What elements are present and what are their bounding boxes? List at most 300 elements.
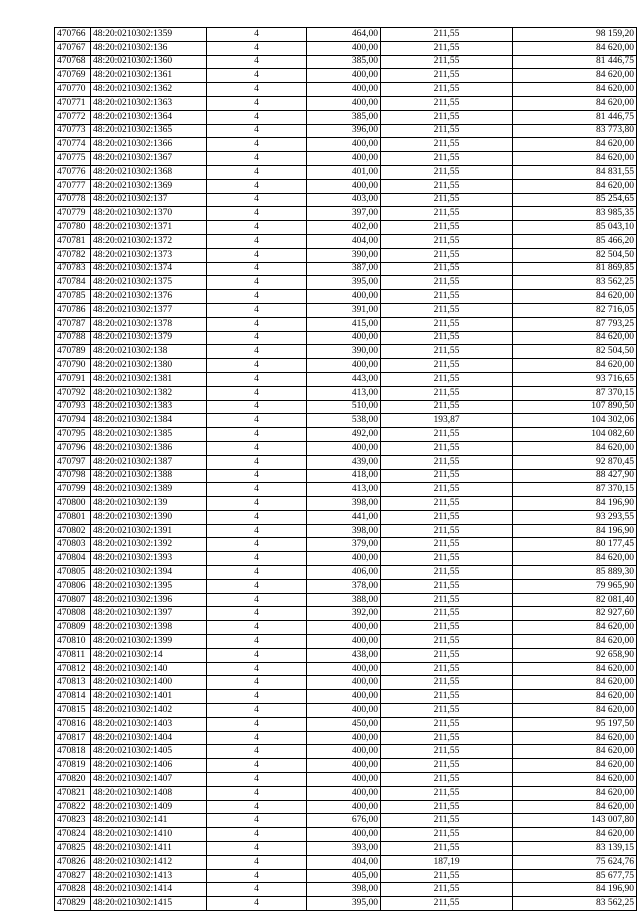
- row-number: 470804: [55, 552, 91, 566]
- table-row: [55, 345, 637, 359]
- specific-value: 211,55: [381, 800, 513, 814]
- area-value: 400,00: [307, 635, 381, 649]
- table-row: [55, 165, 637, 179]
- row-number: 470769: [55, 69, 91, 83]
- area-value: 400,00: [307, 621, 381, 635]
- row-number: 470805: [55, 566, 91, 580]
- row-number: 470789: [55, 345, 91, 359]
- row-number: 470780: [55, 221, 91, 235]
- cadastral-value: 84 620,00: [513, 552, 637, 566]
- cadastral-value: 83 562,25: [513, 897, 637, 911]
- table-row: [55, 814, 637, 828]
- cadastral-value: 84 620,00: [513, 138, 637, 152]
- cadastral-value: 84 620,00: [513, 290, 637, 304]
- specific-value: 211,55: [381, 759, 513, 773]
- row-number: 470823: [55, 814, 91, 828]
- area-value: 385,00: [307, 110, 381, 124]
- row-number: 470806: [55, 579, 91, 593]
- cadastral-number: 48:20:0210302:1399: [91, 635, 207, 649]
- specific-value: 211,55: [381, 455, 513, 469]
- group-code: 4: [207, 110, 307, 124]
- area-value: 400,00: [307, 786, 381, 800]
- cadastral-number: 48:20:0210302:1363: [91, 96, 207, 110]
- row-number: 470790: [55, 359, 91, 373]
- area-value: 398,00: [307, 883, 381, 897]
- specific-value: 211,55: [381, 883, 513, 897]
- cadastral-number: 48:20:0210302:1408: [91, 786, 207, 800]
- row-number: 470801: [55, 510, 91, 524]
- specific-value: 211,55: [381, 69, 513, 83]
- group-code: 4: [207, 759, 307, 773]
- specific-value: 211,55: [381, 317, 513, 331]
- area-value: 392,00: [307, 607, 381, 621]
- group-code: 4: [207, 69, 307, 83]
- table-row: [55, 455, 637, 469]
- table-row: [55, 524, 637, 538]
- row-number: 470797: [55, 455, 91, 469]
- cadastral-value: 104 082,60: [513, 428, 637, 442]
- cadastral-number: 48:20:0210302:1373: [91, 248, 207, 262]
- row-number: 470782: [55, 248, 91, 262]
- cadastral-number: 48:20:0210302:138: [91, 345, 207, 359]
- area-value: 379,00: [307, 538, 381, 552]
- specific-value: 211,55: [381, 207, 513, 221]
- cadastral-value: 84 620,00: [513, 704, 637, 718]
- area-value: 464,00: [307, 28, 381, 42]
- table-row: [55, 648, 637, 662]
- table-row: [55, 179, 637, 193]
- table-row: [55, 607, 637, 621]
- specific-value: 211,55: [381, 676, 513, 690]
- specific-value: 211,55: [381, 469, 513, 483]
- group-code: 4: [207, 566, 307, 580]
- specific-value: 211,55: [381, 731, 513, 745]
- cadastral-number: 48:20:0210302:1367: [91, 152, 207, 166]
- group-code: 4: [207, 814, 307, 828]
- group-code: 4: [207, 359, 307, 373]
- table-row: [55, 400, 637, 414]
- row-number: 470781: [55, 234, 91, 248]
- group-code: 4: [207, 800, 307, 814]
- area-value: 400,00: [307, 676, 381, 690]
- cadastral-value: 85 254,65: [513, 193, 637, 207]
- group-code: 4: [207, 883, 307, 897]
- group-code: 4: [207, 55, 307, 69]
- table-row: [55, 786, 637, 800]
- area-value: 400,00: [307, 41, 381, 55]
- area-value: 400,00: [307, 690, 381, 704]
- group-code: 4: [207, 483, 307, 497]
- cadastral-number: 48:20:0210302:1366: [91, 138, 207, 152]
- group-code: 4: [207, 428, 307, 442]
- cadastral-number: 48:20:0210302:1387: [91, 455, 207, 469]
- row-number: 470825: [55, 842, 91, 856]
- row-number: 470796: [55, 441, 91, 455]
- cadastral-value: 82 504,50: [513, 345, 637, 359]
- table-row: [55, 621, 637, 635]
- cadastral-value: 143 007,80: [513, 814, 637, 828]
- cadastral-value: 92 658,90: [513, 648, 637, 662]
- row-number: 470795: [55, 428, 91, 442]
- row-number: 470800: [55, 497, 91, 511]
- table-row: [55, 552, 637, 566]
- specific-value: 211,55: [381, 635, 513, 649]
- group-code: 4: [207, 510, 307, 524]
- cadastral-number: 48:20:0210302:136: [91, 41, 207, 55]
- specific-value: 211,55: [381, 842, 513, 856]
- group-code: 4: [207, 538, 307, 552]
- table-row: [55, 883, 637, 897]
- cadastral-value: 84 620,00: [513, 41, 637, 55]
- specific-value: 211,55: [381, 110, 513, 124]
- specific-value: 211,55: [381, 786, 513, 800]
- cadastral-number: 48:20:0210302:1411: [91, 842, 207, 856]
- cadastral-number: 48:20:0210302:1377: [91, 303, 207, 317]
- group-code: 4: [207, 786, 307, 800]
- area-value: 391,00: [307, 303, 381, 317]
- area-value: 400,00: [307, 69, 381, 83]
- area-value: 492,00: [307, 428, 381, 442]
- specific-value: 211,55: [381, 193, 513, 207]
- specific-value: 211,55: [381, 690, 513, 704]
- cadastral-value: 83 985,35: [513, 207, 637, 221]
- area-value: 415,00: [307, 317, 381, 331]
- cadastral-value: 84 620,00: [513, 69, 637, 83]
- group-code: 4: [207, 855, 307, 869]
- specific-value: 211,55: [381, 179, 513, 193]
- area-value: 403,00: [307, 193, 381, 207]
- cadastral-number: 48:20:0210302:1385: [91, 428, 207, 442]
- cadastral-number: 48:20:0210302:141: [91, 814, 207, 828]
- cadastral-value: 82 081,40: [513, 593, 637, 607]
- row-number: 470779: [55, 207, 91, 221]
- area-value: 400,00: [307, 800, 381, 814]
- cadastral-value: 80 177,45: [513, 538, 637, 552]
- area-value: 401,00: [307, 165, 381, 179]
- area-value: 387,00: [307, 262, 381, 276]
- cadastral-number: 48:20:0210302:14: [91, 648, 207, 662]
- specific-value: 211,55: [381, 234, 513, 248]
- specific-value: 211,55: [381, 221, 513, 235]
- cadastral-number: 48:20:0210302:1401: [91, 690, 207, 704]
- group-code: 4: [207, 179, 307, 193]
- cadastral-number: 48:20:0210302:1413: [91, 869, 207, 883]
- table-row: [55, 579, 637, 593]
- table-row: [55, 483, 637, 497]
- table-row: [55, 428, 637, 442]
- specific-value: 211,55: [381, 372, 513, 386]
- row-number: 470792: [55, 386, 91, 400]
- area-value: 378,00: [307, 579, 381, 593]
- cadastral-number: 48:20:0210302:1402: [91, 704, 207, 718]
- cadastral-value: 92 870,45: [513, 455, 637, 469]
- row-number: 470794: [55, 414, 91, 428]
- row-number: 470808: [55, 607, 91, 621]
- row-number: 470821: [55, 786, 91, 800]
- cadastral-value: 81 446,75: [513, 55, 637, 69]
- group-code: 4: [207, 579, 307, 593]
- specific-value: 211,55: [381, 579, 513, 593]
- cadastral-value: 82 504,50: [513, 248, 637, 262]
- group-code: 4: [207, 248, 307, 262]
- table-row: [55, 290, 637, 304]
- cadastral-number: 48:20:0210302:1369: [91, 179, 207, 193]
- group-code: 4: [207, 621, 307, 635]
- table-row: [55, 855, 637, 869]
- area-value: 400,00: [307, 828, 381, 842]
- cadastral-number: 48:20:0210302:1392: [91, 538, 207, 552]
- table-row: [55, 110, 637, 124]
- row-number: 470785: [55, 290, 91, 304]
- area-value: 395,00: [307, 276, 381, 290]
- specific-value: 211,55: [381, 745, 513, 759]
- table-row: [55, 759, 637, 773]
- table-row: [55, 372, 637, 386]
- table-row: [55, 635, 637, 649]
- cadastral-number: 48:20:0210302:1405: [91, 745, 207, 759]
- cadastral-number: 48:20:0210302:1396: [91, 593, 207, 607]
- group-code: 4: [207, 704, 307, 718]
- group-code: 4: [207, 124, 307, 138]
- specific-value: 211,55: [381, 428, 513, 442]
- area-value: 400,00: [307, 773, 381, 787]
- specific-value: 211,55: [381, 152, 513, 166]
- cadastral-number: 48:20:0210302:1410: [91, 828, 207, 842]
- cadastral-value: 93 716,65: [513, 372, 637, 386]
- area-value: 400,00: [307, 759, 381, 773]
- row-number: 470774: [55, 138, 91, 152]
- group-code: 4: [207, 497, 307, 511]
- specific-value: 211,55: [381, 41, 513, 55]
- cadastral-value: 83 562,25: [513, 276, 637, 290]
- specific-value: 211,55: [381, 524, 513, 538]
- table-row: [55, 248, 637, 262]
- cadastral-number: 48:20:0210302:1389: [91, 483, 207, 497]
- cadastral-number: 48:20:0210302:1374: [91, 262, 207, 276]
- area-value: 413,00: [307, 483, 381, 497]
- cadastral-number: 48:20:0210302:1384: [91, 414, 207, 428]
- cadastral-value: 83 139,15: [513, 842, 637, 856]
- cadastral-value: 88 427,90: [513, 469, 637, 483]
- cadastral-value: 85 889,30: [513, 566, 637, 580]
- cadastral-value: 84 196,90: [513, 883, 637, 897]
- row-number: 470819: [55, 759, 91, 773]
- group-code: 4: [207, 662, 307, 676]
- specific-value: 211,55: [381, 359, 513, 373]
- specific-value: 211,55: [381, 704, 513, 718]
- group-code: 4: [207, 731, 307, 745]
- table-row: [55, 331, 637, 345]
- area-value: 443,00: [307, 372, 381, 386]
- area-value: 450,00: [307, 717, 381, 731]
- cadastral-number: 48:20:0210302:1407: [91, 773, 207, 787]
- area-value: 397,00: [307, 207, 381, 221]
- cadastral-number: 48:20:0210302:1376: [91, 290, 207, 304]
- row-number: 470802: [55, 524, 91, 538]
- specific-value: 211,55: [381, 276, 513, 290]
- table-row: [55, 152, 637, 166]
- row-number: 470822: [55, 800, 91, 814]
- row-number: 470816: [55, 717, 91, 731]
- group-code: 4: [207, 441, 307, 455]
- group-code: 4: [207, 41, 307, 55]
- group-code: 4: [207, 524, 307, 538]
- row-number: 470824: [55, 828, 91, 842]
- group-code: 4: [207, 690, 307, 704]
- cadastral-number: 48:20:0210302:1398: [91, 621, 207, 635]
- cadastral-number: 48:20:0210302:1370: [91, 207, 207, 221]
- row-number: 470820: [55, 773, 91, 787]
- row-number: 470784: [55, 276, 91, 290]
- row-number: 470783: [55, 262, 91, 276]
- group-code: 4: [207, 828, 307, 842]
- cadastral-value: 107 890,50: [513, 400, 637, 414]
- row-number: 470766: [55, 28, 91, 42]
- group-code: 4: [207, 676, 307, 690]
- specific-value: 211,55: [381, 662, 513, 676]
- area-value: 390,00: [307, 345, 381, 359]
- cadastral-number: 48:20:0210302:1403: [91, 717, 207, 731]
- specific-value: 211,55: [381, 483, 513, 497]
- group-code: 4: [207, 842, 307, 856]
- specific-value: 193,87: [381, 414, 513, 428]
- row-number: 470770: [55, 83, 91, 97]
- cadastral-value: 104 302,06: [513, 414, 637, 428]
- cadastral-value: 84 620,00: [513, 828, 637, 842]
- row-number: 470798: [55, 469, 91, 483]
- row-number: 470787: [55, 317, 91, 331]
- specific-value: 211,55: [381, 262, 513, 276]
- area-value: 538,00: [307, 414, 381, 428]
- cadastral-value: 84 196,90: [513, 524, 637, 538]
- cadastral-number: 48:20:0210302:1397: [91, 607, 207, 621]
- area-value: 400,00: [307, 179, 381, 193]
- group-code: 4: [207, 648, 307, 662]
- cadastral-value: 84 620,00: [513, 745, 637, 759]
- group-code: 4: [207, 83, 307, 97]
- table-row: [55, 538, 637, 552]
- cadastral-value: 84 620,00: [513, 621, 637, 635]
- row-number: 470775: [55, 152, 91, 166]
- table-row: [55, 593, 637, 607]
- cadastral-value: 84 620,00: [513, 662, 637, 676]
- row-number: 470818: [55, 745, 91, 759]
- cadastral-value: 84 620,00: [513, 441, 637, 455]
- specific-value: 211,55: [381, 28, 513, 42]
- cadastral-number: 48:20:0210302:1378: [91, 317, 207, 331]
- cadastral-number: 48:20:0210302:1368: [91, 165, 207, 179]
- area-value: 400,00: [307, 290, 381, 304]
- cadastral-value: 84 620,00: [513, 152, 637, 166]
- table-row: [55, 41, 637, 55]
- cadastral-number: 48:20:0210302:1359: [91, 28, 207, 42]
- group-code: 4: [207, 138, 307, 152]
- group-code: 4: [207, 165, 307, 179]
- cadastral-value: 85 043,10: [513, 221, 637, 235]
- row-number: 470817: [55, 731, 91, 745]
- area-value: 393,00: [307, 842, 381, 856]
- table-row: [55, 83, 637, 97]
- table-row: [55, 276, 637, 290]
- area-value: 404,00: [307, 855, 381, 869]
- area-value: 400,00: [307, 662, 381, 676]
- cadastral-value: 84 620,00: [513, 359, 637, 373]
- cadastral-number: 48:20:0210302:1394: [91, 566, 207, 580]
- cadastral-value: 95 197,50: [513, 717, 637, 731]
- table-row: [55, 717, 637, 731]
- area-value: 400,00: [307, 138, 381, 152]
- cadastral-value: 84 620,00: [513, 96, 637, 110]
- specific-value: 211,55: [381, 124, 513, 138]
- row-number: 470771: [55, 96, 91, 110]
- specific-value: 211,55: [381, 96, 513, 110]
- area-value: 398,00: [307, 524, 381, 538]
- cadastral-number: 48:20:0210302:1379: [91, 331, 207, 345]
- row-number: 470813: [55, 676, 91, 690]
- row-number: 470788: [55, 331, 91, 345]
- cadastral-number: 48:20:0210302:1375: [91, 276, 207, 290]
- cadastral-value: 75 624,76: [513, 855, 637, 869]
- group-code: 4: [207, 469, 307, 483]
- area-value: 439,00: [307, 455, 381, 469]
- group-code: 4: [207, 635, 307, 649]
- cadastral-number: 48:20:0210302:1381: [91, 372, 207, 386]
- table-row: [55, 773, 637, 787]
- group-code: 4: [207, 221, 307, 235]
- cadastral-number: 48:20:0210302:140: [91, 662, 207, 676]
- cadastral-number: 48:20:0210302:1361: [91, 69, 207, 83]
- group-code: 4: [207, 152, 307, 166]
- area-value: 395,00: [307, 897, 381, 911]
- cadastral-number: 48:20:0210302:1371: [91, 221, 207, 235]
- cadastral-number: 48:20:0210302:1362: [91, 83, 207, 97]
- group-code: 4: [207, 331, 307, 345]
- table-row: [55, 138, 637, 152]
- cadastral-number: 48:20:0210302:139: [91, 497, 207, 511]
- group-code: 4: [207, 745, 307, 759]
- group-code: 4: [207, 345, 307, 359]
- cadastral-value: 84 620,00: [513, 773, 637, 787]
- cadastral-number: 48:20:0210302:1393: [91, 552, 207, 566]
- cadastral-value: 85 677,75: [513, 869, 637, 883]
- group-code: 4: [207, 207, 307, 221]
- table-row: [55, 193, 637, 207]
- specific-value: 211,55: [381, 345, 513, 359]
- cadastral-value: 81 446,75: [513, 110, 637, 124]
- group-code: 4: [207, 290, 307, 304]
- cadastral-number: 48:20:0210302:137: [91, 193, 207, 207]
- table-row: [55, 55, 637, 69]
- specific-value: 211,55: [381, 773, 513, 787]
- cadastral-value: 84 620,00: [513, 83, 637, 97]
- row-number: 470815: [55, 704, 91, 718]
- table-row: [55, 704, 637, 718]
- specific-value: 211,55: [381, 814, 513, 828]
- cadastral-value: 93 293,55: [513, 510, 637, 524]
- group-code: 4: [207, 262, 307, 276]
- group-code: 4: [207, 317, 307, 331]
- cadastral-value: 87 370,15: [513, 386, 637, 400]
- area-value: 385,00: [307, 55, 381, 69]
- cadastral-number: 48:20:0210302:1360: [91, 55, 207, 69]
- area-value: 400,00: [307, 441, 381, 455]
- area-value: 406,00: [307, 566, 381, 580]
- cadastral-number: 48:20:0210302:1415: [91, 897, 207, 911]
- cadastral-number: 48:20:0210302:1406: [91, 759, 207, 773]
- cadastral-number: 48:20:0210302:1404: [91, 731, 207, 745]
- table-row: [55, 414, 637, 428]
- cadastral-value: 82 927,60: [513, 607, 637, 621]
